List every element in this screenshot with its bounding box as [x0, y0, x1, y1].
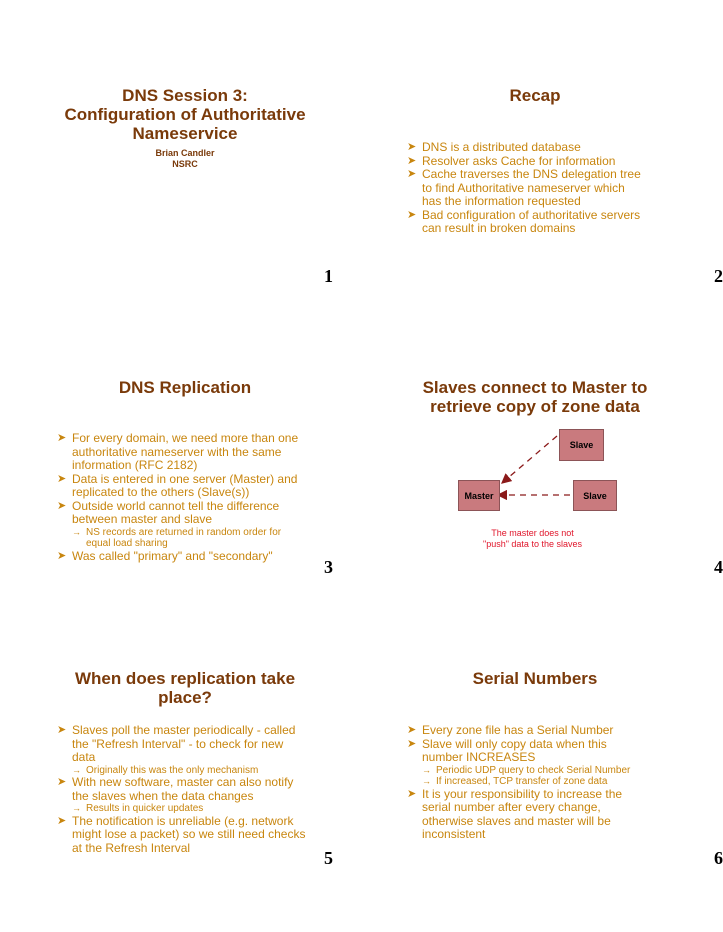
bullet-item: ➤ Slave will only copy data when this number INCREASES [407, 738, 647, 765]
page-number-1: 1 [324, 266, 333, 286]
bullet-item: ➤ For every domain, we need more than one authoritative nameserver with the same information (RFC 2182) [57, 432, 307, 473]
slide-6-title: Serial Numbers [472, 669, 598, 688]
slide-5-bullets [57, 724, 307, 855]
bullet-item: ➤ The notification is unreliable (e.g. network might lose a packet) so we still need checks at the Refresh Interval [57, 815, 307, 856]
bullet-item: ➤ Slaves poll the master periodically - called the "Refresh Interval" - to check for new data [57, 724, 307, 765]
master-box: Master [458, 480, 500, 511]
sub-bullet-item: → NS records are returned in random order for equal load sharing [57, 527, 307, 550]
page-number-3: 3 [324, 557, 333, 577]
slide-2-bullets [407, 141, 642, 236]
bullet-item: ➤ Data is entered in one server (Master) and replicated to the others (Slave(s)) [57, 473, 307, 500]
sub-bullet-item: → If increased, TCP transfer of zone data [407, 776, 647, 788]
slave-to-master-arrow-diagonal [502, 436, 557, 483]
bullet-item: ➤ DNS is a distributed database [407, 141, 642, 155]
bullet-item: ➤ Was called "primary" and "secondary" [57, 550, 307, 564]
sub-bullet-item: → Originally this was the only mechanism [57, 765, 307, 777]
diagram-caption: The master does not "push" data to the slaves [483, 528, 582, 549]
author-org: NSRC [172, 159, 198, 169]
slide-5-title: When does replication take place? [74, 669, 296, 707]
bullet-item: ➤ Bad configuration of authoritative servers can result in broken domains [407, 209, 642, 236]
page-number-6: 6 [714, 848, 723, 868]
slave-box-top: Slave [559, 429, 604, 461]
author-name: Brian Candler [155, 148, 215, 158]
slide-4-title: Slaves connect to Master to retrieve copy of zone data [422, 378, 648, 416]
bullet-item: ➤ It is your responsibility to increase the serial number after every change, otherwise slaves and master will be inconsistent [407, 788, 647, 842]
bullet-item: ➤ Every zone file has a Serial Number [407, 724, 647, 738]
slide-3-title: DNS Replication [118, 378, 252, 397]
sub-bullet-item: → Periodic UDP query to check Serial Number [407, 765, 647, 777]
page-number-2: 2 [714, 266, 723, 286]
slave-box-right: Slave [573, 480, 617, 511]
slide-3-bullets [57, 432, 307, 563]
bullet-item: ➤ Cache traverses the DNS delegation tree to find Authoritative nameserver which has the information requested [407, 168, 642, 209]
slide-6-bullets [407, 724, 647, 842]
page-number-5: 5 [324, 848, 333, 868]
bullet-item: ➤ Outside world cannot tell the difference between master and slave [57, 500, 307, 527]
bullet-item: ➤ With new software, master can also notify the slaves when the data changes [57, 776, 307, 803]
bullet-item: ➤ Resolver asks Cache for information [407, 155, 642, 169]
sub-bullet-item: → Results in quicker updates [57, 803, 307, 815]
slide-2-title: Recap [509, 86, 561, 105]
slide-1-title: DNS Session 3: Configuration of Authoritative Nameservice [64, 86, 306, 143]
page-number-4: 4 [714, 557, 723, 577]
